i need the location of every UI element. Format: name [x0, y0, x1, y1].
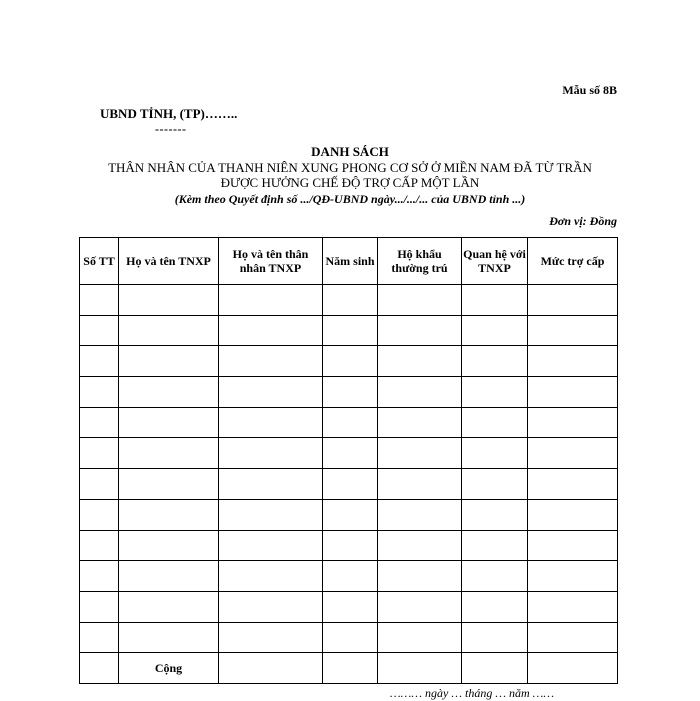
table-cell [119, 591, 219, 622]
table-cell [378, 622, 462, 653]
table-cell [462, 315, 528, 346]
table-cell [528, 315, 618, 346]
table-cell [80, 438, 119, 469]
table-cell [462, 561, 528, 592]
table-cell [219, 377, 323, 408]
table-cell [462, 407, 528, 438]
table-cell [119, 622, 219, 653]
table-cell [378, 499, 462, 530]
table-cell [378, 469, 462, 500]
table-cell [378, 530, 462, 561]
table-row [80, 438, 618, 469]
table-cell [323, 561, 378, 592]
table-cell [80, 653, 119, 684]
table-cell [80, 469, 119, 500]
table-cell [219, 622, 323, 653]
table-cell [528, 530, 618, 561]
table-header-row [80, 238, 618, 285]
table-cell [219, 591, 323, 622]
table-cell [80, 346, 119, 377]
table-cell [528, 469, 618, 500]
table-cell [323, 377, 378, 408]
table-cell [462, 377, 528, 408]
table-cell [528, 377, 618, 408]
table-cell [119, 561, 219, 592]
table-cell [462, 438, 528, 469]
table-cell [528, 346, 618, 377]
table-cell [80, 377, 119, 408]
table-cell [528, 499, 618, 530]
table-cell [378, 591, 462, 622]
table-cell [323, 346, 378, 377]
table-cell [80, 591, 119, 622]
table-cell [462, 499, 528, 530]
table-cell [219, 561, 323, 592]
table-cell [219, 499, 323, 530]
header-relative-name: Họ và tên thân nhân TNXP [219, 238, 323, 285]
table-cell [528, 561, 618, 592]
table-cell [219, 438, 323, 469]
table-cell [378, 653, 462, 684]
document-subtitle-line2: ĐƯỢC HƯỞNG CHẾ ĐỘ TRỢ CẤP MỘT LẦN [220, 175, 480, 190]
header-birth-year: Năm sinh [323, 238, 378, 285]
currency-unit: Đơn vị: Đồng [549, 214, 617, 228]
table-cell [462, 653, 528, 684]
table-cell [219, 407, 323, 438]
table-cell [80, 622, 119, 653]
table-cell [80, 407, 119, 438]
header-residence: Hộ khẩu thường trú [378, 238, 462, 285]
table-cell [323, 530, 378, 561]
table-row [80, 315, 618, 346]
table-total-row [80, 653, 618, 684]
recipient-table [79, 237, 618, 684]
table-cell [219, 530, 323, 561]
header-relationship: Quan hệ với TNXP [462, 238, 528, 285]
table-row [80, 377, 618, 408]
table-cell [323, 285, 378, 316]
agency-divider: ------- [155, 122, 187, 136]
form-number: Mẫu số 8B [562, 83, 617, 97]
header-volunteer-name: Họ và tên TNXP [119, 238, 219, 285]
table-cell [323, 315, 378, 346]
table-cell [462, 530, 528, 561]
total-label: Cộng [119, 653, 219, 684]
table-cell [462, 285, 528, 316]
issuing-agency: UBND TỈNH, (TP)…….. [100, 106, 238, 121]
decision-reference-note: (Kèm theo Quyết định số .../QĐ-UBND ngày.../.../... của UBND tỉnh ...) [174, 192, 526, 206]
table-cell [119, 407, 219, 438]
table-cell [119, 315, 219, 346]
table-cell [528, 653, 618, 684]
table-cell [80, 561, 119, 592]
table-row [80, 591, 618, 622]
header-allowance: Mức trợ cấp [528, 238, 618, 285]
table-cell [219, 285, 323, 316]
table-row [80, 407, 618, 438]
table-cell [528, 622, 618, 653]
table-cell [80, 530, 119, 561]
table-row [80, 469, 618, 500]
table-cell [378, 407, 462, 438]
table-cell [323, 591, 378, 622]
table-cell [462, 622, 528, 653]
table-cell [219, 653, 323, 684]
table-row [80, 285, 618, 316]
table-row [80, 346, 618, 377]
table-cell [528, 591, 618, 622]
table-cell [119, 346, 219, 377]
table-row [80, 622, 618, 653]
table-cell [323, 469, 378, 500]
table-cell [323, 653, 378, 684]
table-cell [119, 530, 219, 561]
table-row [80, 530, 618, 561]
table-cell [119, 285, 219, 316]
signing-date-line: ……… ngày … tháng … năm …… [390, 686, 555, 700]
table-cell [528, 285, 618, 316]
document-subtitle-line1: THÂN NHÂN CỦA THANH NIÊN XUNG PHONG CƠ SỞ Ở MIỀN NAM ĐÃ TỪ TRẦN [108, 160, 592, 175]
table-cell [323, 407, 378, 438]
table-cell [80, 285, 119, 316]
table-cell [80, 499, 119, 530]
table-cell [462, 469, 528, 500]
table-cell [119, 377, 219, 408]
table-cell [378, 377, 462, 408]
table-cell [462, 591, 528, 622]
table-cell [219, 469, 323, 500]
table-cell [119, 438, 219, 469]
header-no: Số TT [80, 238, 119, 285]
document-title: DANH SÁCH [311, 144, 389, 159]
table-cell [323, 438, 378, 469]
table-cell [378, 346, 462, 377]
table-cell [528, 407, 618, 438]
table-cell [378, 438, 462, 469]
table-cell [462, 346, 528, 377]
table-cell [219, 315, 323, 346]
table-cell [378, 315, 462, 346]
table-row [80, 499, 618, 530]
table-cell [323, 499, 378, 530]
table-cell [219, 346, 323, 377]
table-row [80, 561, 618, 592]
table-cell [528, 438, 618, 469]
table-cell [119, 469, 219, 500]
table-cell [80, 315, 119, 346]
table-cell [323, 622, 378, 653]
table-cell [378, 561, 462, 592]
table-cell [119, 499, 219, 530]
table-cell [378, 285, 462, 316]
